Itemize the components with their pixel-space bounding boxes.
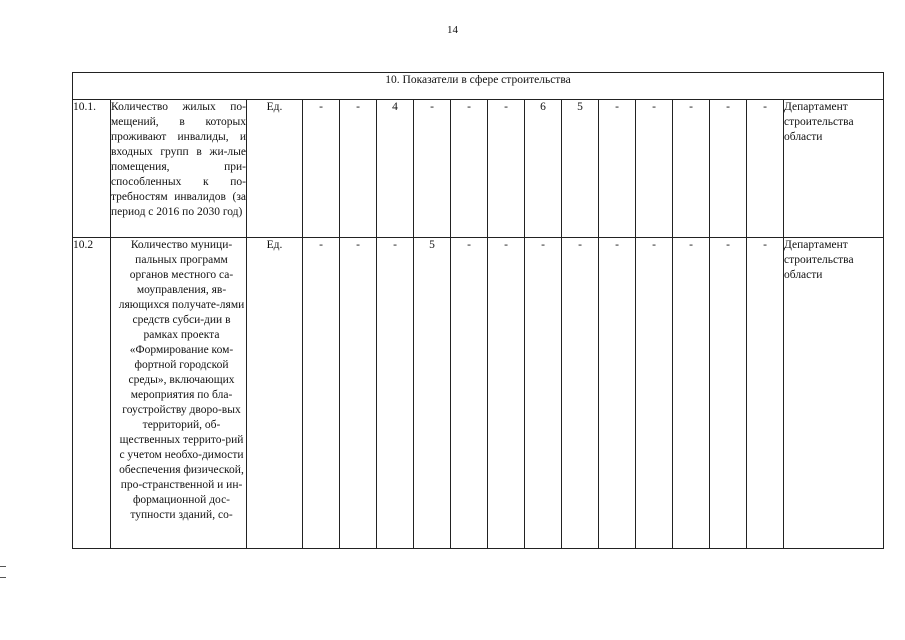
indicators-table [72,72,884,549]
value-cell: - [710,238,747,549]
scan-edge-mark [0,566,6,578]
unit-cell: Ед. [247,100,303,238]
value-cell: - [303,100,340,238]
page-number: 14 [447,24,458,36]
table-row [73,238,884,549]
value-cell: 6 [525,100,562,238]
value-cell: 4 [377,100,414,238]
value-cell: - [488,100,525,238]
value-cell: - [673,238,710,549]
value-cell: - [525,238,562,549]
value-cell: - [636,100,673,238]
value-cell: - [636,238,673,549]
value-cell: - [303,238,340,549]
indicator-name-cell [111,238,247,549]
value-cell: - [377,238,414,549]
indicator-name: Количество муници-пальных программ органов местного са-моуправления, яв-ляющихся получате-лями средств субси-дии в рамках проекта «Формирование ком-фортной городской среды», включающих мероприятия по бла-гоустройству дворо-вых территорий, об-щественных террито-рий с учетом необхо-димости обеспечения физической, про-странственной и ин-формационной дос-тупности зданий, со- [118,239,245,521]
value-cell: 5 [414,238,451,549]
value-cell: 5 [562,100,599,238]
value-cell: - [599,100,636,238]
value-cell: - [488,238,525,549]
value-cell: - [340,238,377,549]
table-row [73,100,884,238]
value-cell: - [673,100,710,238]
value-cell: - [747,100,784,238]
value-cell: - [599,238,636,549]
value-cell: - [710,100,747,238]
value-cell: - [451,238,488,549]
indicator-name: Количество жилых по-мещений, в которых проживают инвалиды, и входных групп в жи-лые помещения, при-способленных к по-требностям инвалидов (за период с 2016 по 2030 год) [111,101,246,218]
value-cell: - [340,100,377,238]
responsible-cell: Департамент строительства области [784,100,884,238]
value-cell: - [451,100,488,238]
row-number: 10.1. [73,100,111,238]
value-cell: - [562,238,599,549]
responsible-cell: Департамент строительства области [784,238,884,549]
section-header-row [73,73,884,100]
section-title: 10. Показатели в сфере строительства [73,73,884,100]
row-number: 10.2 [73,238,111,549]
value-cell: - [414,100,451,238]
indicator-name-cell [111,100,247,238]
unit-cell: Ед. [247,238,303,549]
value-cell: - [747,238,784,549]
